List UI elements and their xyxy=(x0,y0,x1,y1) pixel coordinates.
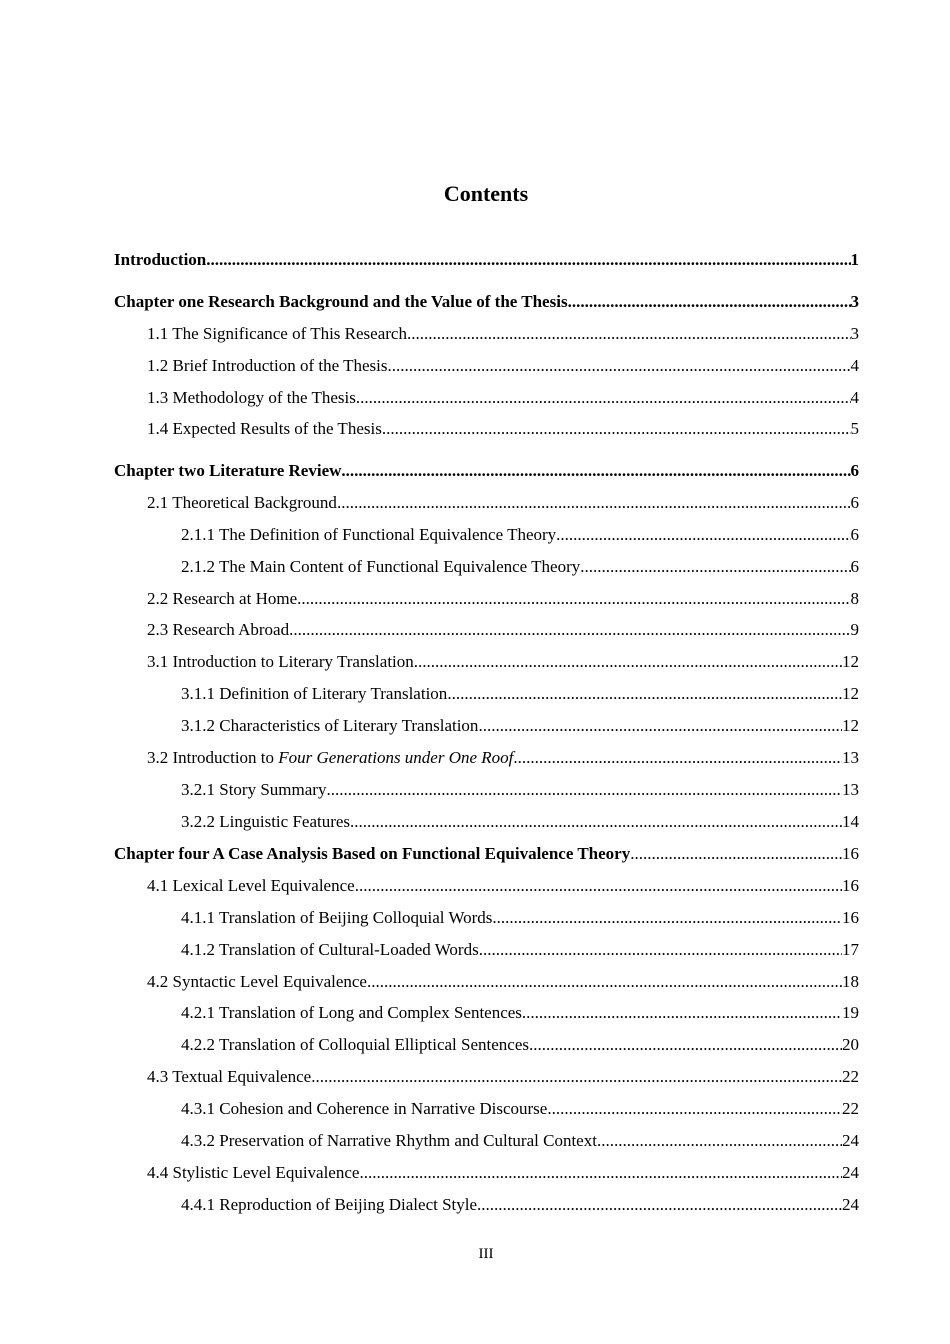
toc-subsection-entry[interactable] xyxy=(181,714,859,738)
toc-subsection-entry[interactable] xyxy=(181,938,859,962)
toc-entry-title: 4.3.1 Cohesion and Coherence in Narrative Discourse xyxy=(181,1099,548,1118)
toc-dot-leader xyxy=(547,1097,842,1121)
toc-subsection-entry[interactable] xyxy=(181,778,859,802)
toc-entry-title: 1.4 Expected Results of the Thesis xyxy=(147,419,382,438)
toc-dot-leader xyxy=(387,354,850,378)
toc-page-number: 4 xyxy=(850,388,859,407)
toc-dot-leader xyxy=(492,906,842,930)
toc-dot-leader xyxy=(382,417,851,441)
page-title: Contents xyxy=(443,181,529,206)
toc-dot-leader xyxy=(477,1193,842,1217)
toc-page-number: 19 xyxy=(842,1003,859,1022)
toc-page-number: 16 xyxy=(842,876,859,895)
toc-dot-leader xyxy=(356,386,851,410)
toc-subsection-entry[interactable] xyxy=(181,1129,859,1153)
toc-page-number: 4 xyxy=(850,356,859,375)
toc-page-number: 20 xyxy=(842,1035,859,1054)
toc-dot-leader xyxy=(630,842,842,866)
toc-subsection-entry[interactable] xyxy=(181,1193,859,1217)
toc-entry-title: 1.2 Brief Introduction of the Thesis xyxy=(147,356,388,375)
toc-dot-leader xyxy=(355,874,842,898)
toc-entry-title: 4.3.2 Preservation of Narrative Rhythm and Cultural Context xyxy=(181,1131,597,1150)
toc-page-number: 6 xyxy=(850,557,859,576)
toc-entry-title: 3.2 Introduction to Four Generations under One Roof xyxy=(147,748,514,767)
toc-page-number: 6 xyxy=(850,461,859,480)
toc-chapter-entry[interactable] xyxy=(114,459,859,483)
toc-chapter-entry[interactable] xyxy=(114,248,859,272)
toc-dot-leader xyxy=(447,682,842,706)
toc-entry-title: 2.1.2 The Main Content of Functional Equivalence Theory xyxy=(181,557,581,576)
toc-page-number: 24 xyxy=(842,1195,859,1214)
toc-dot-leader xyxy=(311,1065,842,1089)
toc-dot-leader xyxy=(479,938,842,962)
toc-entry-title: 1.1 The Significance of This Research xyxy=(147,324,407,343)
toc-page-number: 3 xyxy=(850,324,859,343)
toc-entry-title: 3.1.2 Characteristics of Literary Translation xyxy=(181,716,479,735)
toc-entry-title: 2.3 Research Abroad xyxy=(147,620,290,639)
toc-page-number: 16 xyxy=(842,908,859,927)
toc-section-entry[interactable] xyxy=(147,417,859,441)
toc-page-number: 13 xyxy=(842,748,859,767)
toc-dot-leader xyxy=(297,587,850,611)
toc-entry-title: 4.2.2 Translation of Colloquial Elliptical Sentences xyxy=(181,1035,529,1054)
toc-entry-title: 3.1.1 Definition of Literary Translation xyxy=(181,684,448,703)
toc-dot-leader xyxy=(513,746,842,770)
toc-page-number: 13 xyxy=(842,780,859,799)
toc-entry-title: 1.3 Methodology of the Thesis xyxy=(147,388,356,407)
toc-dot-leader xyxy=(529,1033,842,1057)
toc-entry-title: 4.1 Lexical Level Equivalence xyxy=(147,876,355,895)
toc-entry-title: 2.1.1 The Definition of Functional Equivalence Theory xyxy=(181,525,557,544)
toc-section-entry[interactable] xyxy=(147,1161,859,1185)
toc-entry-title: Introduction xyxy=(114,250,207,269)
toc-dot-leader xyxy=(350,810,842,834)
toc-section-entry[interactable] xyxy=(147,386,859,410)
toc-section-entry[interactable] xyxy=(147,618,859,642)
toc-entry-title: 2.1 Theoretical Background xyxy=(147,493,337,512)
page-number: III xyxy=(478,1246,494,1262)
toc-subsection-entry[interactable] xyxy=(181,1097,859,1121)
toc-dot-leader xyxy=(478,714,842,738)
toc-dot-leader xyxy=(359,1161,842,1185)
toc-section-entry[interactable] xyxy=(147,650,859,674)
toc-entry-title: 2.2 Research at Home xyxy=(147,589,298,608)
toc-dot-leader xyxy=(337,491,851,515)
toc-entry-title: 4.1.1 Translation of Beijing Colloquial Words xyxy=(181,908,493,927)
toc-subsection-entry[interactable] xyxy=(181,555,859,579)
toc-dot-leader xyxy=(326,778,842,802)
toc-entry-title: 4.4.1 Reproduction of Beijing Dialect Style xyxy=(181,1195,478,1214)
toc-page-number: 8 xyxy=(850,589,859,608)
toc-entry-title: 4.3 Textual Equivalence xyxy=(147,1067,312,1086)
toc-subsection-entry[interactable] xyxy=(181,906,859,930)
toc-dot-leader xyxy=(414,650,842,674)
toc-page-number: 12 xyxy=(842,684,859,703)
toc-subsection-entry[interactable] xyxy=(181,1001,859,1025)
toc-entry-title: 3.2.2 Linguistic Features xyxy=(181,812,351,831)
toc-subsection-entry[interactable] xyxy=(181,523,859,547)
toc-entry-title: 4.2.1 Translation of Long and Complex Sentences xyxy=(181,1003,522,1022)
toc-dot-leader xyxy=(568,290,851,314)
toc-subsection-entry[interactable] xyxy=(181,810,859,834)
toc-entry-title: Chapter one Research Background and the Value of the Thesis xyxy=(114,292,568,311)
toc-page-number: 18 xyxy=(842,972,859,991)
toc-page-number: 1 xyxy=(850,250,859,269)
toc-page-number: 3 xyxy=(850,292,859,311)
toc-page-number: 12 xyxy=(842,652,859,671)
toc-chapter-entry[interactable] xyxy=(114,842,859,866)
toc-section-entry[interactable] xyxy=(147,874,859,898)
toc-page-number: 14 xyxy=(842,812,859,831)
toc-page-number: 6 xyxy=(850,525,859,544)
toc-page-number: 5 xyxy=(850,419,859,438)
toc-dot-leader xyxy=(580,555,850,579)
toc-entry-title: 3.1 Introduction to Literary Translation xyxy=(147,652,414,671)
toc-subsection-entry[interactable] xyxy=(181,682,859,706)
toc-entry-title: Chapter four A Case Analysis Based on Functional Equivalence Theory xyxy=(114,844,631,863)
toc-entry-title: Chapter two Literature Review xyxy=(114,461,342,480)
toc-page-number: 24 xyxy=(842,1131,859,1150)
toc-section-entry[interactable] xyxy=(147,354,859,378)
toc-section-entry[interactable] xyxy=(147,587,859,611)
toc-dot-leader xyxy=(206,248,850,272)
toc-subsection-entry[interactable] xyxy=(181,1033,859,1057)
toc-page-number: 24 xyxy=(842,1163,859,1182)
toc-section-entry[interactable] xyxy=(147,491,859,515)
toc-dot-leader xyxy=(522,1001,842,1025)
toc-page-number: 22 xyxy=(842,1099,859,1118)
toc-section-entry[interactable] xyxy=(147,970,859,994)
toc-dot-leader xyxy=(597,1129,842,1153)
toc-entry-title: 4.2 Syntactic Level Equivalence xyxy=(147,972,367,991)
toc-dot-leader xyxy=(367,970,842,994)
toc-section-entry[interactable] xyxy=(147,1065,859,1089)
toc-page-number: 22 xyxy=(842,1067,859,1086)
toc-dot-leader xyxy=(556,523,850,547)
toc-page-number: 12 xyxy=(842,716,859,735)
toc-page-number: 9 xyxy=(850,620,859,639)
toc-chapter-entry[interactable] xyxy=(114,290,859,314)
toc-entry-title: 4.4 Stylistic Level Equivalence xyxy=(147,1163,360,1182)
toc-section-entry[interactable] xyxy=(147,746,859,770)
toc-page-number: 16 xyxy=(842,844,859,863)
toc-page-number: 17 xyxy=(842,940,859,959)
toc-dot-leader xyxy=(407,322,851,346)
toc-page-number: 6 xyxy=(850,493,859,512)
toc-dot-leader xyxy=(341,459,850,483)
toc-section-entry[interactable] xyxy=(147,322,859,346)
toc-entry-title: 4.1.2 Translation of Cultural-Loaded Words xyxy=(181,940,479,959)
toc-entry-title: 3.2.1 Story Summary xyxy=(181,780,327,799)
toc-dot-leader xyxy=(289,618,850,642)
